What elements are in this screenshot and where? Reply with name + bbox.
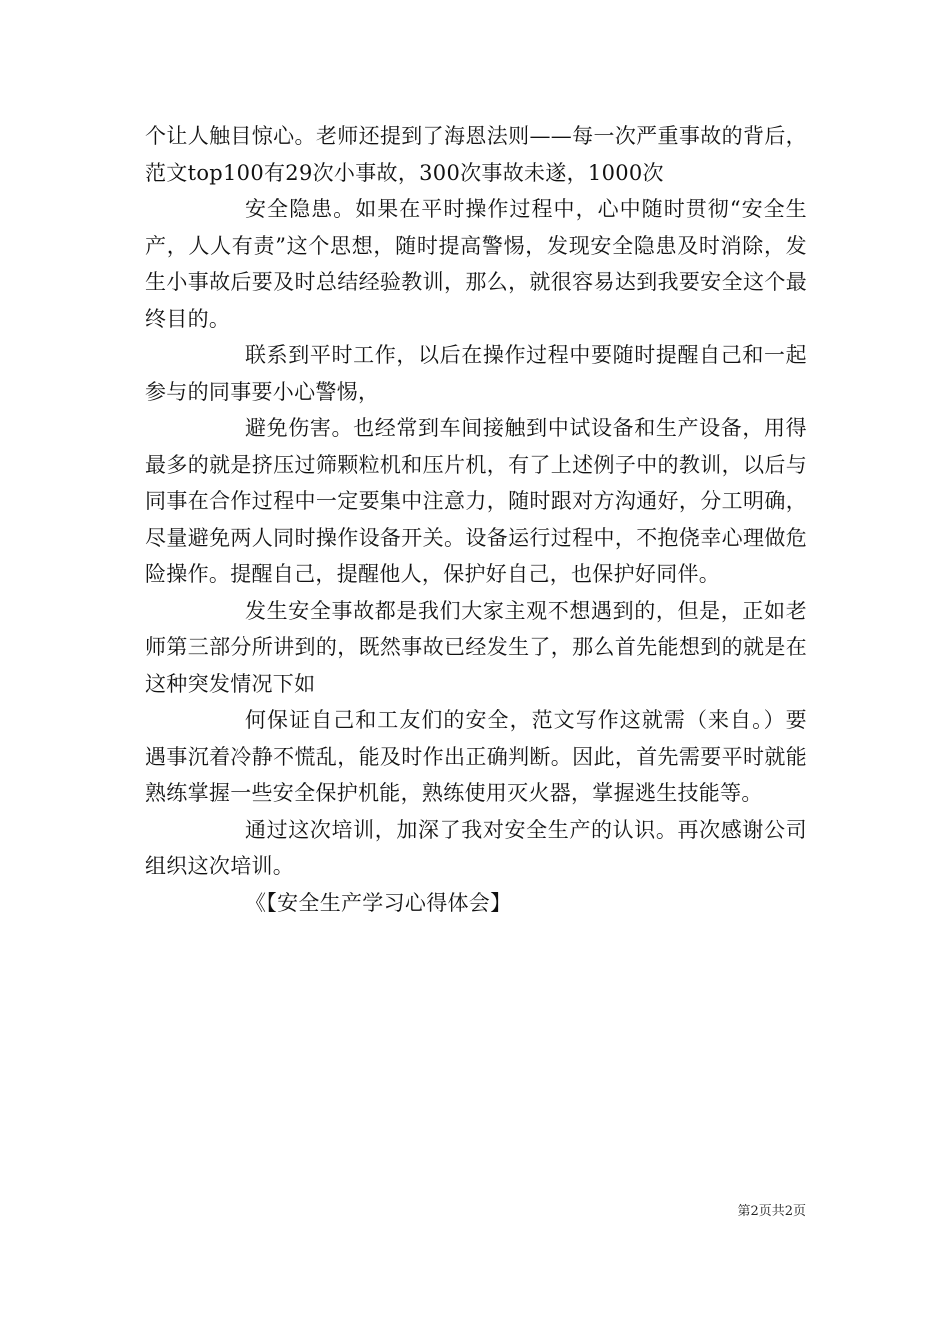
paragraph-2: 安全隐患。如果在平时操作过程中，心中随时贯彻“安全生产，人人有责”这个思想，随时提高警惕，发现安全隐患及时消除，发生小事故后要及时总结经验教训，那么，就很容易达到我要安全这个最终目的。	[145, 197, 807, 331]
paragraph-5: 发生安全事故都是我们大家主观不想遇到的，但是，正如老师第三部分所讲到的，既然事故已经发生了，那么首先能想到的就是在这种突发情况下如	[145, 598, 807, 696]
paragraph-6: 何保证自己和工友们的安全，范文写作这就需（来自。）要遇事沉着冷静不慌乱，能及时作出正确判断。因此，首先需要平时就能熟练掌握一些安全保护机能，熟练使用灭火器，掌握逃生技能等。	[145, 708, 807, 805]
page-number: 第2页共2页	[737, 1204, 806, 1219]
document-body	[145, 118, 807, 921]
paragraph-4: 避免伤害。也经常到车间接触到中试设备和生产设备，用得最多的就是挤压过筛颗粒机和压片机，有了上述例子中的教训，以后与同事在合作过程中一定要集中注意力，随时跟对方沟通好，分工明确，尽量避免两人同时操作设备开关。设备运行过程中，不抱侥幸心理做危险操作。提醒自己，提醒他人，保护好自己，也保护好同伴。	[145, 416, 807, 586]
paragraph-1: 个让人触目惊心。老师还提到了海恩法则——每一次严重事故的背后，范文top100有29次小事故，300次事故未遂，1000次	[145, 124, 807, 185]
paragraph-3: 联系到平时工作，以后在操作过程中要随时提醒自己和一起参与的同事要小心警惕，	[145, 343, 807, 404]
paragraph-7: 通过这次培训，加深了我对安全生产的认识。再次感谢公司组织这次培训。	[145, 817, 807, 878]
paragraph-8-title-reference: 《【安全生产学习心得体会】	[245, 890, 512, 915]
